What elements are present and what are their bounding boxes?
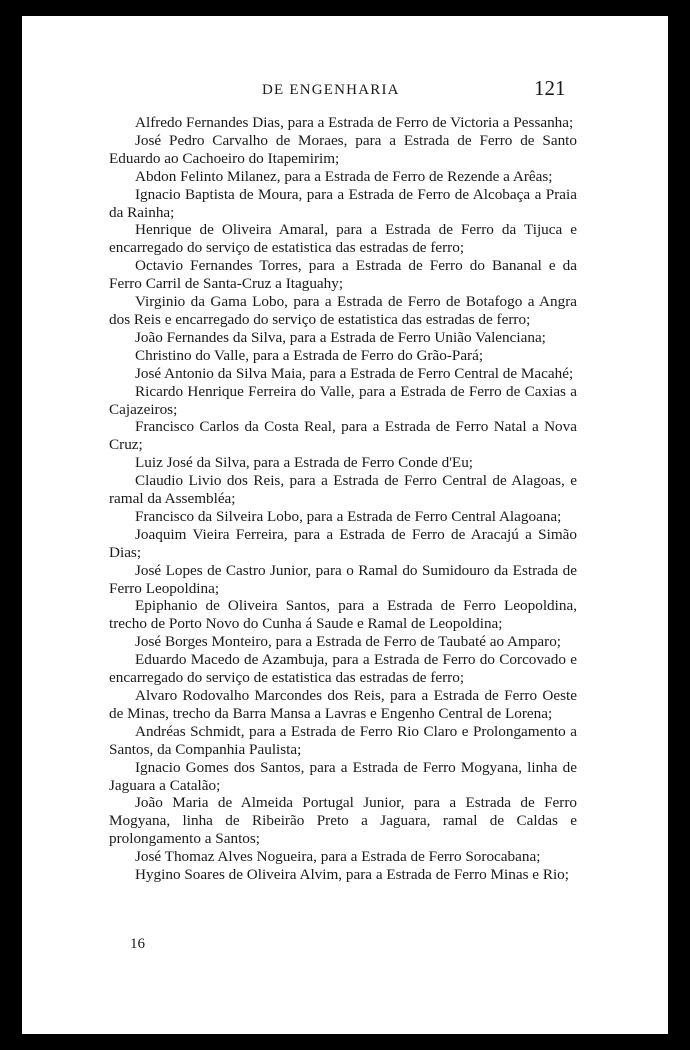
appointment-list — [109, 114, 577, 884]
appointment-entry: Eduardo Macedo de Azambuja, para a Estrada de Ferro do Corcovado e encarregado do serviço de estatistica das estradas de ferro; — [109, 651, 577, 687]
appointment-entry: Octavio Fernandes Torres, para a Estrada de Ferro do Bananal e da Ferro Carril de Santa-Cruz a Itaguahy; — [109, 257, 577, 293]
printer-signature-mark: 16 — [130, 936, 145, 952]
appointment-entry: Abdon Felinto Milanez, para a Estrada de Ferro de Rezende a Arêas; — [135, 167, 553, 185]
appointment-entry: João Fernandes da Silva, para a Estrada de Ferro União Valenciana; — [135, 328, 546, 346]
appointment-entry: Alvaro Rodovalho Marcondes dos Reis, para a Estrada de Ferro Oeste de Minas, trecho da Barra Mansa a Lavras e Engenho Central de Lorena; — [109, 687, 577, 722]
appointment-entry: Joaquim Vieira Ferreira, para a Estrada de Ferro de Aracajú a Simão Dias; — [109, 525, 577, 561]
appointment-entry: Christino do Valle, para a Estrada de Ferro do Grão-Pará; — [135, 346, 484, 364]
book-page — [22, 16, 668, 1034]
appointment-entry: José Borges Monteiro, para a Estrada de Ferro de Taubaté ao Amparo; — [135, 633, 562, 651]
appointment-entry: Francisco Carlos da Costa Real, para a Estrada de Ferro Natal a Nova Cruz; — [109, 418, 577, 454]
appointment-entry: Luiz José da Silva, para a Estrada de Ferro Conde d'Eu; — [135, 454, 474, 472]
appointment-entry: João Maria de Almeida Portugal Junior, para a Estrada de Ferro Mogyana, linha de Ribeirão Preto a Jaguara, ramal de Caldas e prolongamento a Santos; — [109, 794, 577, 848]
appointment-entry: José Thomaz Alves Nogueira, para a Estrada de Ferro Sorocabana; — [135, 848, 541, 866]
appointment-entry: José Pedro Carvalho de Moraes, para a Estrada de Ferro de Santo Eduardo ao Cachoeiro do Itapemirim; — [109, 131, 577, 167]
appointment-entry: Hygino Soares de Oliveira Alvim, para a Estrada de Ferro Minas e Rio; — [135, 866, 569, 884]
appointment-entry: Andréas Schmidt, para a Estrada de Ferro Rio Claro e Prolongamento a Santos, da Companhia Paulista; — [109, 722, 577, 758]
running-header: DE ENGENHARIA — [262, 82, 400, 98]
appointment-entry: Francisco da Silveira Lobo, para a Estrada de Ferro Central Alagoana; — [135, 507, 562, 525]
appointment-entry: José Antonio da Silva Maia, para a Estrada de Ferro Central de Macahé; — [135, 364, 574, 382]
appointment-entry: Ricardo Henrique Ferreira do Valle, para a Estrada de Ferro de Caxias a Cajazeiros; — [109, 382, 577, 418]
appointment-entry: Ignacio Baptista de Moura, para a Estrada de Ferro de Alcobaça a Praia da Rainha; — [109, 185, 577, 221]
appointment-entry: Virginio da Gama Lobo, para a Estrada de Ferro de Botafogo a Angra dos Reis e encarregado do serviço de estatistica das estradas de ferro; — [109, 293, 577, 328]
appointment-entry: Epiphanio de Oliveira Santos, para a Estrada de Ferro Leopoldina, trecho de Porto Novo do Cunha á Saude e Ramal de Leopoldina; — [109, 597, 577, 633]
appointment-entry: Ignacio Gomes dos Santos, para a Estrada de Ferro Mogyana, linha de Jaguara a Catalão; — [109, 758, 577, 794]
appointment-entry: José Lopes de Castro Junior, para o Ramal do Sumidouro da Estrada de Ferro Leopoldina; — [109, 561, 577, 597]
appointment-entry: Henrique de Oliveira Amaral, para a Estrada de Ferro da Tijuca e encarregado do serviço de estatistica das estradas de ferro; — [109, 221, 577, 257]
page-number: 121 — [534, 76, 566, 100]
appointment-entry: Alfredo Fernandes Dias, para a Estrada de Ferro de Victoria a Pessanha; — [135, 114, 574, 131]
appointment-entry: Claudio Livio dos Reis, para a Estrada de Ferro Central de Alagoas, e ramal da Assembléa; — [109, 472, 577, 508]
